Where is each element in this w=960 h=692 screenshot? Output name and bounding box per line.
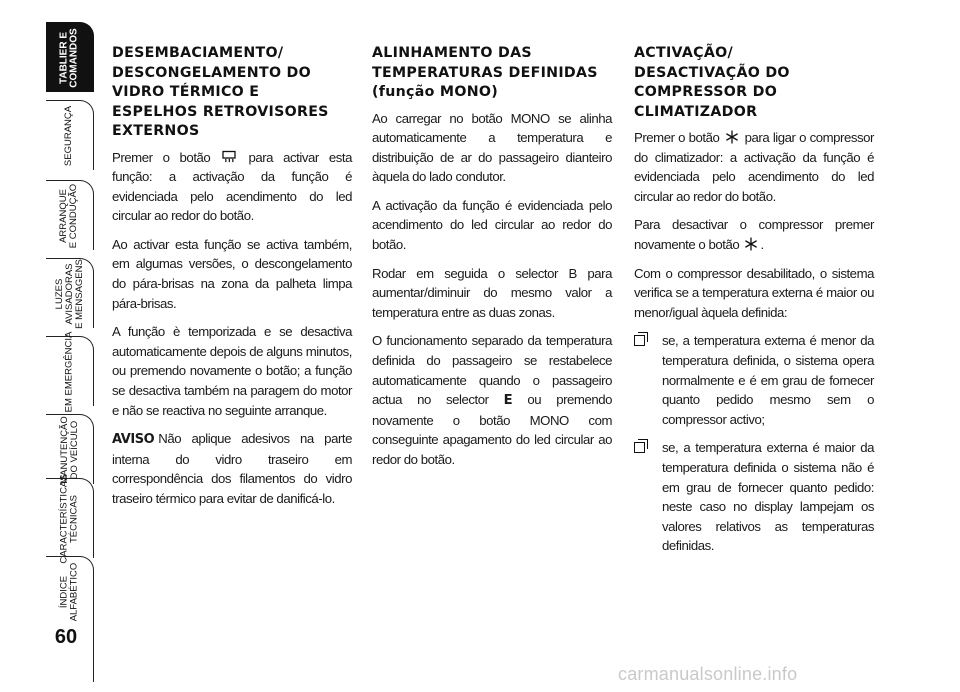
- tab-label: EM EMERGÊNCIA: [63, 331, 75, 412]
- warning-paragraph: [112, 429, 352, 508]
- text: Premer o botão: [112, 149, 211, 165]
- paragraph: Rodar em seguida o selector B para aumentar/diminuir do mesmo valor a temperatura entre as duas zonas.: [372, 265, 612, 320]
- text: para ligar o compressor do climatizador: a activação da função é evidenciada pelo acendimento do led circular ao redor do botão.: [634, 130, 874, 204]
- page-number: 60: [54, 626, 78, 648]
- tab-label: LUZES AVISADORAS E MENSAGENS: [53, 258, 85, 329]
- tab-luzes-avisadoras[interactable]: [46, 258, 94, 328]
- tab-label: ARRANQUE E CONDUÇÃO: [58, 183, 80, 248]
- paragraph: Ao activar esta função se activa também, em algumas versões, o descongelamento do pára-brisas na zona da palheta limpa pára-brisas.: [112, 236, 352, 311]
- tab-label: MANUTENÇÃO DO VEÍCULO: [58, 415, 80, 484]
- watermark: carmanualsonline.info: [618, 664, 798, 684]
- paragraph: Ao carregar no botão MONO se alinha automaticamente a temperatura e distribuição de ar do passageiro dianteiro àquela do lado condutor.: [372, 110, 612, 185]
- list-item: [634, 331, 874, 429]
- tab-seguranca[interactable]: [46, 100, 94, 170]
- chapter-tabs: [0, 0, 100, 692]
- tab-label: SEGURANÇA: [63, 105, 75, 166]
- paragraph: Com o compressor desabilitado, o sistema verifica se a temperatura externa é maior ou menor/igual àquela definida:: [634, 265, 874, 320]
- text: Para desactivar o compressor premer novamente o botão: [634, 217, 874, 252]
- paragraph: [112, 148, 352, 226]
- list-item: [634, 438, 874, 556]
- rear-defrost-icon: [222, 150, 236, 164]
- section-defrost: [112, 44, 352, 518]
- section-title: ALINHAMENTO DAS TEMPERATURAS DEFINIDAS (função MONO): [372, 45, 598, 100]
- snowflake-icon: [725, 130, 739, 144]
- text: para activar esta função: a activação da função é evidenciada pelo acendimento do led circular ao redor do botão.: [112, 149, 353, 224]
- warning-text: Não aplique adesivos na parte interna do vidro traseiro em correspondência dos filamentos do vidro traseiro térmico para evitar de danificá-lo.: [112, 431, 352, 506]
- text: ou premendo novamente o botão MONO com conseguinte apagamento do led circular ao redor do botão.: [372, 392, 612, 467]
- checkbox-bullet-icon: [634, 442, 645, 453]
- tab-em-emergencia[interactable]: [46, 331, 94, 412]
- paragraph: [634, 128, 874, 206]
- tab-caracteristicas-tecnicas[interactable]: [46, 473, 94, 564]
- checkbox-bullet-icon: [634, 335, 645, 346]
- tab-tablier-e-comandos[interactable]: [46, 22, 94, 92]
- selector-label: E: [503, 393, 513, 409]
- tab-label: ÍNDICE ALFABÉTICO: [58, 562, 80, 621]
- text: se, a temperatura externa é maior da temperatura definida o sistema não é em grau de fornecer quanto pedido: neste caso no display lampejam os valores relativos as temperaturas definidas.: [662, 440, 874, 554]
- paragraph: A função è temporizada e se desactiva automaticamente depois de alguns minutos, ou premendo novamente o botão; a função se desactiva também na paragem do motor e não se reactiva no seguinte arranque.: [112, 324, 352, 418]
- text: se, a temperatura externa é menor da temperatura definida, o sistema opera normalmente e é em grau de fornecer quanto pedido mesmo sem o compressor activo;: [662, 333, 874, 427]
- tab-label: TABLIER E COMANDOS: [58, 27, 80, 88]
- paragraph: A activação da função é evidenciada pelo acendimento do led circular ao redor do botão.: [372, 197, 612, 253]
- section-title: DESEMBACIAMENTO/ DESCONGELAMENTO DO VIDRO TÉRMICO E ESPELHOS RETROVISORES EXTERNOS: [112, 45, 329, 139]
- bullet-list: [634, 331, 874, 556]
- paragraph: [634, 215, 874, 254]
- tab-arranque-e-conducao[interactable]: [46, 180, 94, 250]
- text: .: [760, 236, 764, 252]
- text: Premer o botão: [634, 130, 720, 145]
- snowflake-icon: [744, 237, 758, 251]
- text: O funcionamento separado da temperatura definida do passageiro se restabelece automaticamente quando o passageiro actua no selector: [372, 333, 612, 408]
- paragraph: [372, 331, 612, 469]
- section-title: ACTIVAÇÃO/ DESACTIVAÇÃO DO COMPRESSOR DO CLIMATIZADOR: [634, 45, 790, 120]
- section-mono: [372, 44, 612, 479]
- tab-label: CARACTERÍSTICAS TÉCNICAS: [58, 473, 80, 564]
- warning-label: AVISO: [112, 432, 155, 448]
- section-compressor: [634, 44, 874, 565]
